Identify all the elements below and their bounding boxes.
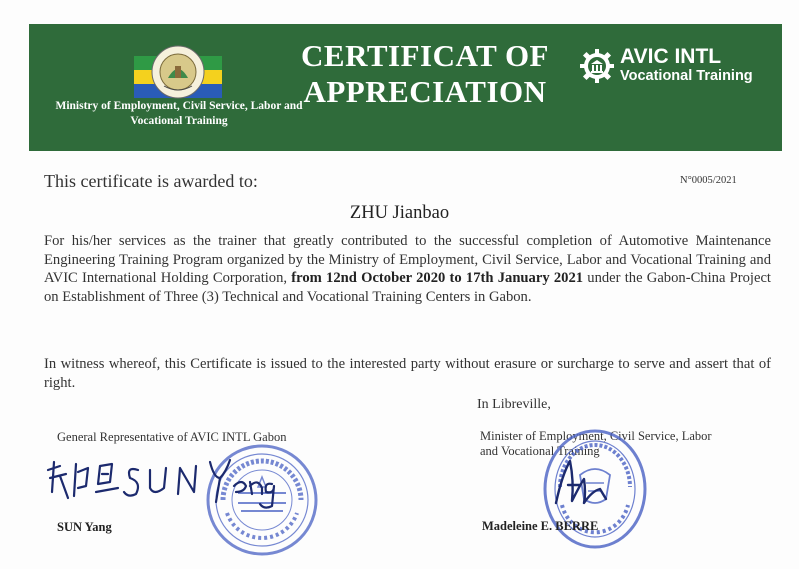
certificate-body: [44, 232, 771, 306]
body-text-part-2: under the Gabon-China Project on Establishment of Three (3) Technical and Vocational Training Centers in Gabon.: [44, 270, 771, 305]
title-line-1: CERTIFICAT OF: [301, 38, 549, 73]
right-signatory-role: Minister of Employment, Civil Service, Labor and Vocational Training: [480, 429, 712, 458]
brand-subtitle: Vocational Training: [620, 68, 753, 84]
body-date-range: from 12nd October 2020 to 17th January 2021: [291, 270, 584, 286]
gear-building-icon: [580, 49, 614, 83]
left-signature: [38, 452, 288, 512]
witness-statement: In witness whereof, this Certificate is issued to the interested party without erasure or surcharge to serve and assert that of right.: [44, 356, 771, 391]
right-signatory-name: Madeleine E. BERRE: [482, 519, 599, 533]
body-text-part-1: For his/her services as the trainer that greatly contributed to the successful completion of Automotive Maintenance Engineering Training Program organized by the Ministry of Employment, Civil Service, Labor and Vocational Training and AVIC International Holding Corporation,: [44, 233, 771, 286]
gabon-coat-of-arms-icon: [134, 38, 222, 104]
brand-name: AVIC INTL: [620, 45, 722, 68]
left-signatory-name: SUN Yang: [57, 520, 112, 534]
certificate-title: [297, 38, 553, 110]
signing-place: In Libreville,: [477, 397, 551, 412]
awarded-to-label: This certificate is awarded to:: [44, 171, 258, 191]
certificate-number: N°0005/2021: [680, 175, 737, 186]
right-signature: [550, 455, 620, 510]
certificate-header: [29, 24, 782, 151]
title-line-2: APPRECIATION: [303, 74, 547, 109]
ministry-name: Ministry of Employment, Civil Service, Labor and Vocational Training: [55, 100, 303, 127]
recipient-name: ZHU Jianbao: [349, 203, 450, 223]
left-signatory-role: General Representative of AVIC INTL Gabon: [57, 430, 287, 444]
